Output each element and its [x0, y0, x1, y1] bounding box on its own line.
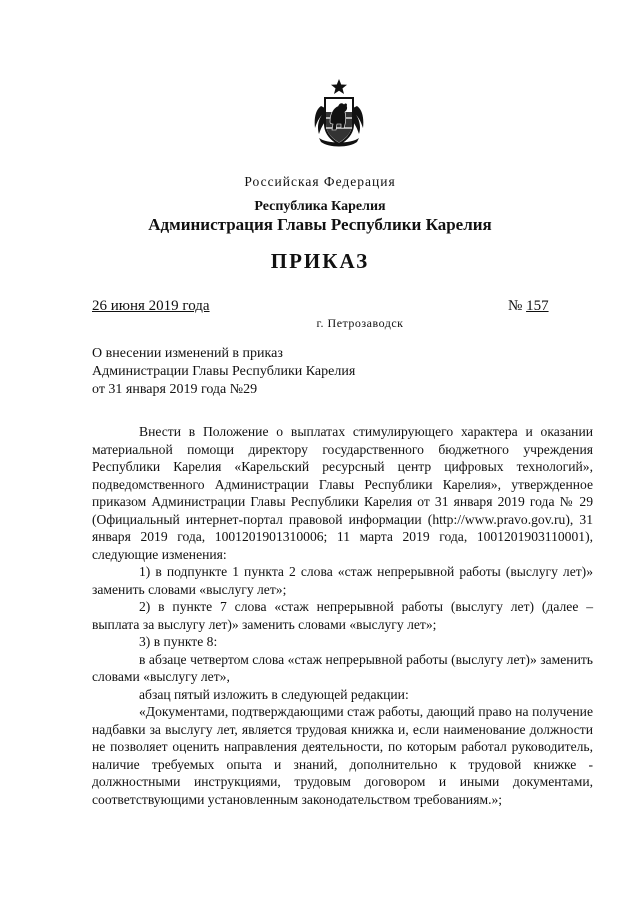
document-number-value: 157	[526, 298, 549, 314]
document-number-prefix: №	[508, 298, 527, 314]
karelia-coat-of-arms-emblem	[311, 78, 367, 150]
federation-title: Российская Федерация	[244, 174, 396, 189]
body-paragraph: 1) в подпункте 1 пункта 2 слова «стаж непрерывной работы (выслугу лет)» заменить словами «выслугу лет»;	[92, 564, 593, 597]
document-number	[508, 298, 549, 315]
body-paragraph: «Документами, подтверждающими стаж работы, дающий право на получение надбавки за выслугу лет, является трудовая книжка и, если наименование должности не позволяет оценить направления деятельности, по которым работал руководитель, наличие требуемых опыта и знаний, дополнительно к трудовой книжке - должностными инструкциями, трудовым договором и иными документами, соответствующими установленным законодательством требованиям.»;	[92, 704, 593, 807]
subject-line: О внесении изменений в приказ	[92, 346, 283, 361]
document-city: г. Петрозаводск	[316, 316, 404, 330]
body-paragraph: Внести в Положение о выплатах стимулирующего характера и оказании материальной помощи директору государственного бюджетного учреждения Республики Карелия «Карельский ресурсный центр цифровых технологий», подведомственного Администрации Главы Республики Карелия», утвержденное приказом Администрации Главы Республики Карелия от 31 января 2019 года № 29 (Официальный интернет-портал правовой информации (http://www.pravo.gov.ru), 31 января 2019 года, 1001201901310006; 11 марта 2019 года, 1001201903110001), следующие изменения:	[92, 424, 593, 562]
administration-title: Администрация Главы Республики Карелия	[148, 215, 492, 234]
republic-title: Республика Карелия	[254, 199, 386, 214]
subject-line: от 31 января 2019 года №29	[92, 382, 258, 397]
body-paragraph: в абзаце четвертом слова «стаж непрерывной работы (выслугу лет)» заменить словами «выслугу лет»,	[92, 651, 593, 684]
subject-line: Администрации Главы Республики Карелия	[92, 364, 356, 379]
body-paragraph: абзац пятый изложить в следующей редакции:	[139, 686, 409, 702]
document-date: 26 июня 2019 года	[92, 298, 210, 314]
document-type-title: ПРИКАЗ	[270, 249, 370, 273]
document-subject	[92, 345, 355, 399]
emblem-star-icon	[331, 79, 347, 94]
body-paragraph: 3) в пункте 8:	[139, 634, 218, 649]
body-paragraph: 2) в пункте 7 слова «стаж непрерывной работы (выслугу лет) (далее – выплата за выслугу лет)» заменить словами «выслугу лет»;	[92, 599, 593, 632]
document-body	[92, 423, 593, 808]
